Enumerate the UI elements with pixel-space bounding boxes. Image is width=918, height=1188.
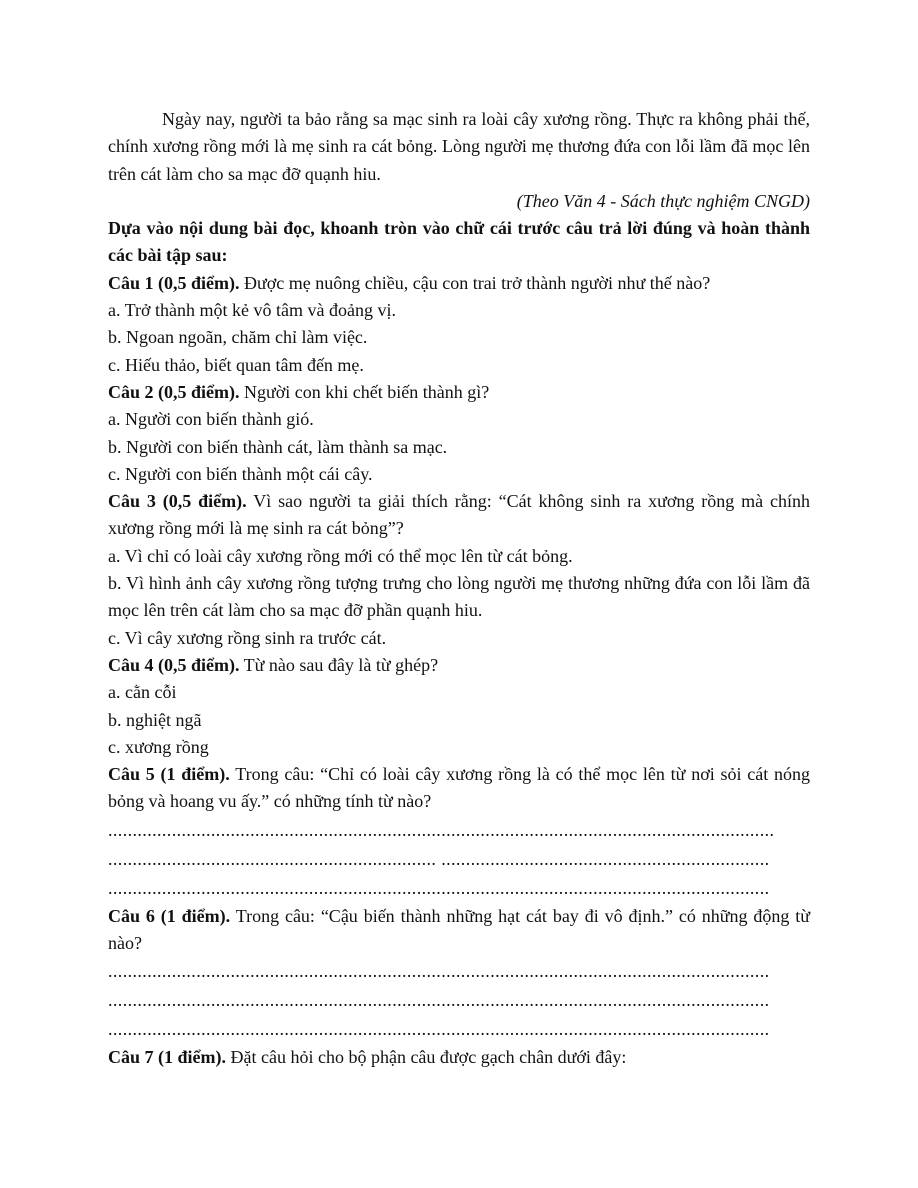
passage-source: (Theo Văn 4 - Sách thực nghiệm CNGD) (516, 190, 810, 211)
answer-line[interactable]: ....................................................................................................................................... (108, 961, 770, 982)
answer-line[interactable]: ........................................................................................................................................ (108, 819, 775, 840)
answer-option[interactable]: b. nghiệt ngã (108, 709, 202, 730)
question-label: Câu 4 (0,5 điểm). (108, 654, 240, 675)
exam-page (108, 106, 810, 1072)
answer-line[interactable]: ....................................................................................................................................... (108, 877, 770, 898)
question-text: Trong câu: “Cậu biến thành những hạt cát bay đi vô định.” có những động từ nào? (108, 905, 810, 954)
question-text: Vì sao người ta giải thích rằng: “Cát không sinh ra xương rồng mà chính xương rồng mới là mẹ sinh ra cát bỏng”? (108, 491, 810, 539)
question-label: Câu 7 (1 điểm). (108, 1047, 226, 1068)
answer-option[interactable]: c. Vì cây xương rồng sinh ra trước cát. (108, 627, 387, 648)
question-label: Câu 3 (0,5 điểm). (108, 491, 247, 512)
question-label: Câu 2 (0,5 điểm). (108, 381, 240, 402)
question-text: Được mẹ nuông chiều, cậu con trai trở thành người như thế nào? (239, 272, 711, 293)
answer-option[interactable]: a. Vì chỉ có loài cây xương rồng mới có thể mọc lên từ cát bỏng. (108, 545, 573, 566)
question-4 (108, 652, 810, 679)
question-3 (108, 488, 810, 543)
question-text: Trong câu: “Chỉ có loài cây xương rồng là có thể mọc lên từ nơi sỏi cát nóng bỏng và hoang vu ấy.” có những tính từ nào? (108, 764, 810, 812)
passage-paragraph: Ngày nay, người ta bảo rằng sa mạc sinh ra loài cây xương rồng. Thực ra không phải thế, chính xương rồng mới là mẹ sinh ra cát bỏng. Lòng người mẹ thương đứa con lỗi lầm đã mọc lên trên cát làm cho sa mạc đỡ quạnh hiu. (108, 109, 810, 184)
question-1 (108, 270, 810, 297)
answer-option[interactable]: b. Người con biến thành cát, làm thành sa mạc. (108, 436, 448, 457)
answer-line[interactable]: ....................................................................................................................................... (108, 1019, 770, 1040)
question-label: Câu 1 (0,5 điểm). (108, 272, 240, 293)
answer-line[interactable]: ....................................................................................................................................... (108, 990, 770, 1011)
answer-option[interactable]: c. Người con biến thành một cái cây. (108, 463, 373, 484)
question-5 (108, 761, 810, 816)
answer-option[interactable]: a. Người con biến thành gió. (108, 409, 314, 430)
question-2 (108, 379, 810, 406)
answer-option[interactable]: a. Trở thành một kẻ vô tâm và đoảng vị. (108, 300, 396, 321)
answer-option[interactable]: a. cằn cỗi (108, 682, 177, 703)
answer-option[interactable]: b. Vì hình ảnh cây xương rồng tượng trưng cho lòng người mẹ thương những đứa con lỗi lầm đã mọc lên trên cát làm cho sa mạc đỡ phần quạnh hiu. (108, 573, 810, 621)
question-label: Câu 6 (1 điểm). (108, 905, 231, 926)
question-6 (108, 903, 810, 958)
answer-option[interactable]: c. Hiếu thảo, biết quan tâm đến mẹ. (108, 354, 364, 375)
question-7 (108, 1044, 810, 1071)
question-text: Người con khi chết biến thành gì? (239, 381, 490, 402)
question-text: Đặt câu hỏi cho bộ phận câu được gạch chân dưới đây: (226, 1047, 627, 1068)
instruction: Dựa vào nội dung bài đọc, khoanh tròn vào chữ cái trước câu trả lời đúng và hoàn thành các bài tập sau: (108, 218, 810, 266)
answer-option[interactable]: b. Ngoan ngoãn, chăm chỉ làm việc. (108, 327, 368, 348)
question-text: Từ nào sau đây là từ ghép? (239, 654, 439, 675)
question-label: Câu 5 (1 điểm). (108, 764, 230, 785)
answer-option[interactable]: c. xương rồng (108, 736, 209, 757)
answer-line[interactable]: ................................................................... ................................................................... (108, 848, 770, 869)
